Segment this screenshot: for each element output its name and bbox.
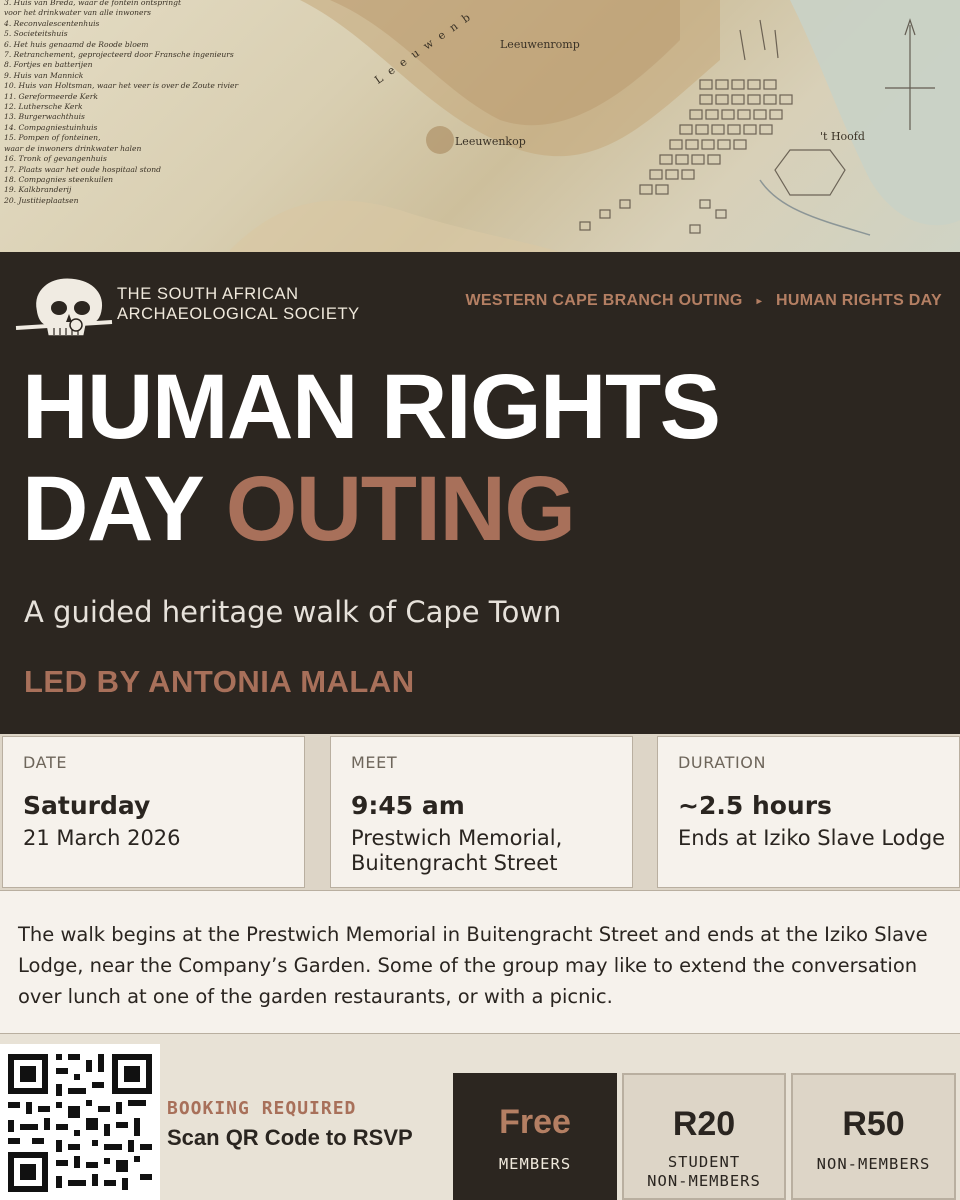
- card-detail: Ends at Iziko Slave Lodge: [678, 826, 946, 850]
- card-label: DURATION: [678, 753, 767, 772]
- rsvp-instruction: Scan QR Code to RSVP: [167, 1125, 413, 1150]
- society-name-line2: ARCHAEOLOGICAL SOCIETY: [117, 305, 360, 323]
- legend-item: 10. Huis van Holtsman, waar het veer is over de Zoute rivier: [4, 81, 239, 91]
- date-card: [2, 736, 305, 888]
- legend-item: 4. Reconvalescentenhuis: [4, 18, 100, 28]
- legend-item: 12. Luthersche Kerk: [4, 102, 83, 112]
- price-audience: MEMBERS: [498, 1155, 572, 1173]
- legend-item: 11. Gereformeerde Kerk: [4, 91, 98, 101]
- price-audience: NON-MEMBERS: [816, 1155, 931, 1173]
- legend-item: 8. Fortjes en batterijen: [4, 60, 93, 70]
- legend-item: voor het drinkwater van alle inwoners: [4, 8, 152, 18]
- price-audience: STUDENT NON-MEMBERS: [647, 1153, 761, 1190]
- map-label-leeuwenromp: Leeuwenromp: [500, 38, 580, 51]
- price-amount: R20: [672, 1105, 736, 1143]
- legend-item: 9. Huis van Mannick: [4, 70, 84, 80]
- guide-name: LED BY ANTONIA MALAN: [24, 664, 415, 699]
- map-label-hoofd: 't Hoofd: [820, 130, 865, 143]
- map-legend: [4, 0, 304, 206]
- subtitle: A guided heritage walk of Cape Town: [24, 595, 562, 629]
- card-value: ~2.5 hours: [678, 791, 832, 820]
- booking-required-label: BOOKING REQUIRED: [167, 1098, 357, 1119]
- society-name-line1: THE SOUTH AFRICAN: [117, 285, 299, 303]
- legend-item: 18. Compagnies steenkuilen: [4, 174, 114, 184]
- legend-item: 3. Huis van Breda, waar de fontein ontspringt: [4, 0, 182, 7]
- breadcrumb-separator-icon: ▸: [756, 295, 762, 307]
- title-line-1: HUMAN RIGHTS: [22, 356, 720, 458]
- legend-item: waar de inwoners drinkwater halen: [4, 143, 142, 153]
- legend-item: 14. Compagniestuinhuis: [4, 122, 98, 132]
- price-non-members: [791, 1073, 956, 1200]
- description-box: [0, 890, 960, 1034]
- legend-item: 20. Justitieplaatsen: [4, 195, 79, 205]
- page-title: [22, 356, 720, 560]
- legend-item: 5. Societeitshuis: [4, 29, 68, 39]
- price-amount: R50: [842, 1105, 905, 1143]
- title-outing: OUTING: [225, 458, 575, 560]
- card-detail: Prestwich Memorial, Buitengracht Street: [351, 826, 563, 875]
- title-day: DAY: [22, 458, 226, 560]
- card-value: 9:45 am: [351, 791, 465, 820]
- map-label-leeuwenberg: Leeuwenb: [372, 6, 480, 87]
- meet-card: [330, 736, 633, 888]
- legend-item: 13. Burgerwachthuis: [4, 112, 85, 122]
- society-name: [117, 284, 360, 324]
- price-students: [622, 1073, 786, 1200]
- price-members: [453, 1073, 617, 1200]
- card-value: Saturday: [23, 791, 151, 820]
- legend-item: 16. Tronk of gevangenhuis: [4, 154, 107, 164]
- legend-item: 15. Pompen of fonteinen,: [4, 133, 101, 143]
- map-label-leeuwenkop: Leeuwenkop: [455, 135, 526, 148]
- price-amount: Free: [499, 1103, 571, 1141]
- duration-card: [657, 736, 960, 888]
- legend-item: 19. Kalkbranderij: [4, 185, 72, 195]
- breadcrumb-event: HUMAN RIGHTS DAY: [776, 292, 942, 309]
- card-label: DATE: [23, 753, 68, 772]
- legend-item: 6. Het huis genaamd de Roode bloem: [4, 39, 149, 49]
- breadcrumb: [466, 292, 942, 310]
- title-line-2: [22, 458, 720, 560]
- qr-code-icon[interactable]: [0, 1044, 160, 1200]
- historic-map: [0, 0, 960, 252]
- legend-item: 7. Retranchement, geprojecteerd door Fransche ingenieurs: [4, 50, 234, 60]
- breadcrumb-branch: WESTERN CAPE BRANCH OUTING: [465, 292, 743, 309]
- description-text: The walk begins at the Prestwich Memorial in Buitengracht Street and ends at the Iziko Slave Lodge, near the Company’s Garden. Some of the group may like to extend the conversation over lunch at one of the garden restaurants, or with a picnic.: [18, 923, 928, 1008]
- card-label: MEET: [351, 753, 398, 772]
- skull-logo-icon: [14, 270, 114, 342]
- card-detail: 21 March 2026: [23, 826, 181, 850]
- legend-item: 17. Plaats waar het oude hospitaal stond: [4, 164, 161, 174]
